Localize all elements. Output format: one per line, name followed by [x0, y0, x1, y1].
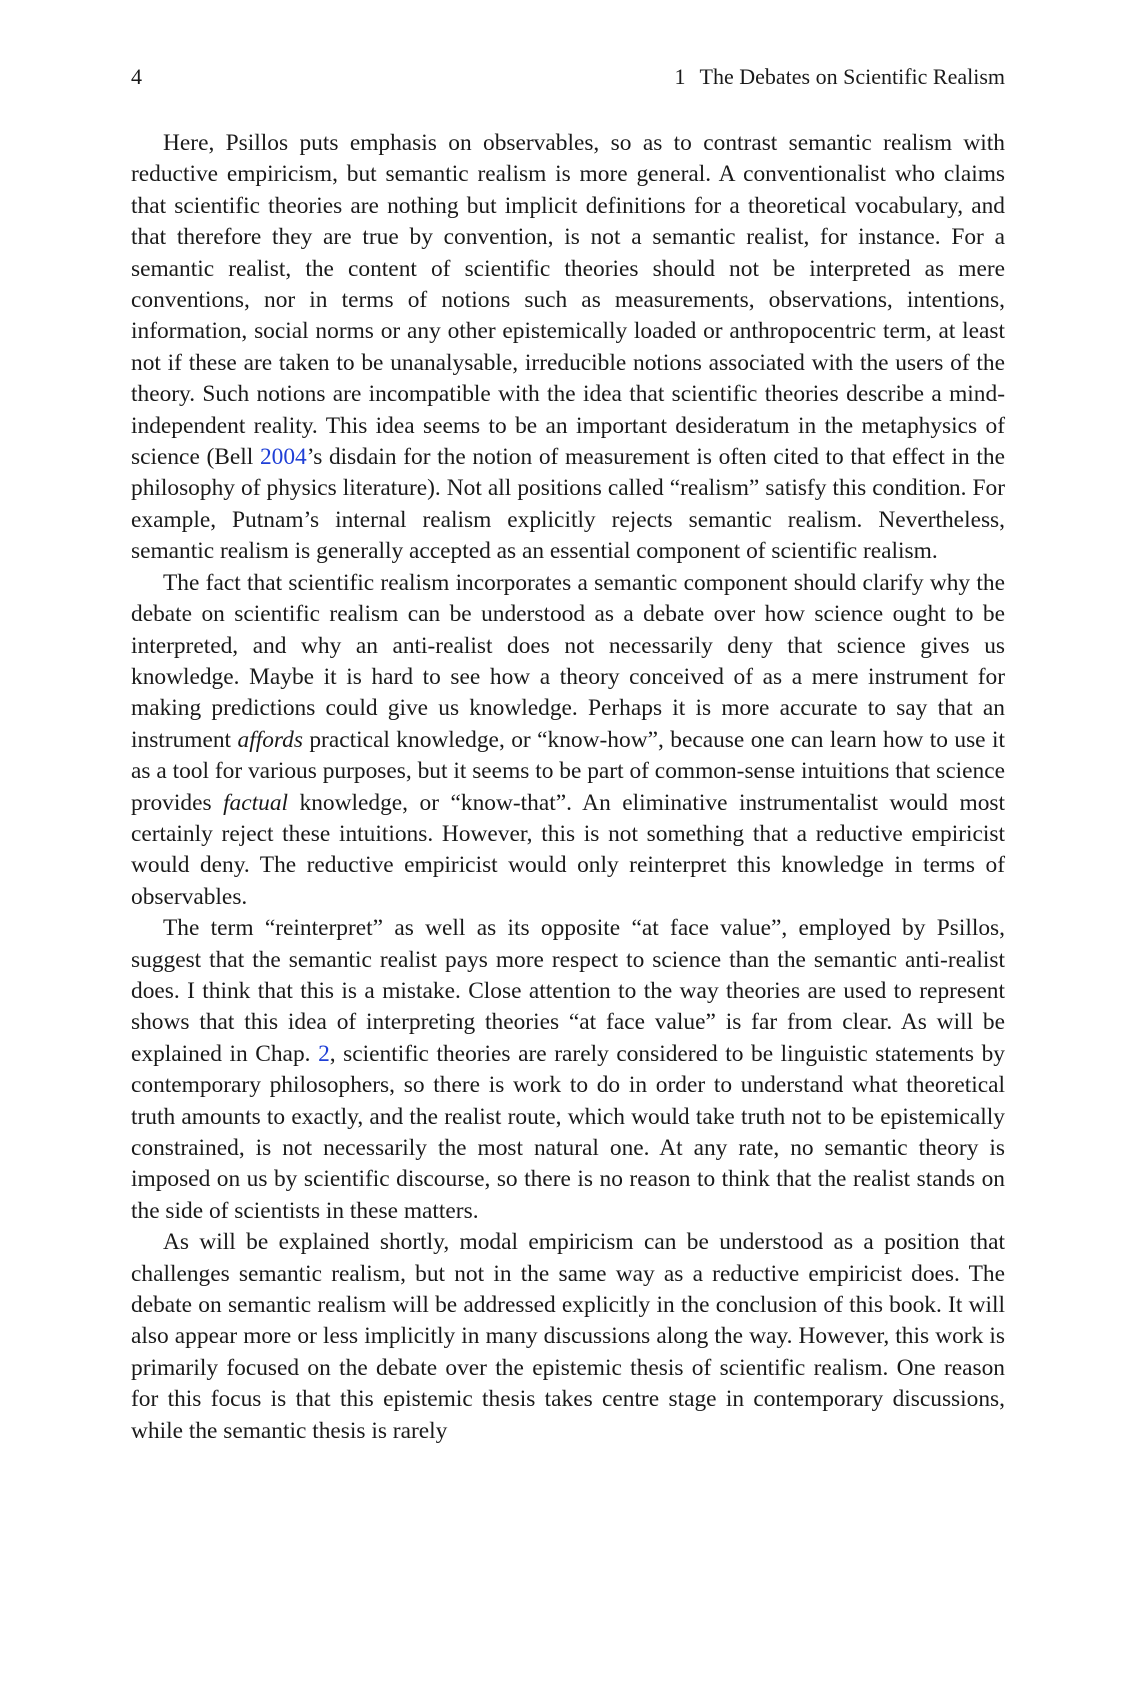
- paragraph-text: As will be explained shortly, modal empiricism can be understood as a position that challenges semantic realism, but not in the same way as a reductive empiricist does. The debate on semantic realism will be addressed explicitly in the conclusion of this book. It will also appear more or less implicitly in many discussions along the way. However, this work is primarily focused on the debate over the epistemic thesis of scientific realism. One reason for this focus is that this epistemic thesis takes centre stage in contemporary discussions, while the semantic thesis is rarely: [131, 1229, 1005, 1444]
- page: [131, 62, 1005, 1447]
- chapter-link-2[interactable]: 2: [318, 1040, 330, 1067]
- emphasis-affords: affords: [237, 726, 303, 753]
- paragraph-1: [131, 128, 1005, 568]
- paragraph-3: [131, 913, 1005, 1227]
- body-text: [131, 128, 1005, 1447]
- paragraph-text: The term “reinterpret” as well as its opposite “at face value”, employed by Psillos, suggest that the semantic realist pays more respect to science than the semantic anti-realist does. I think that this is a mistake. Close attention to the way theories are used to represent shows that this idea of interpreting theories “at face value” is far from clear. As will be explained in Chap.: [131, 915, 1005, 1067]
- paragraph-text: , scientific theories are rarely considered to be linguistic statements by contemporary philosophers, so there is work to do in order to understand what theoretical truth amounts to exactly, and the realist route, which would take truth not to be epistemically constrained, is not necessarily the most natural one. At any rate, no semantic theory is imposed on us by scientific discourse, so there is no reason to think that the realist stands on the side of scientists in these matters.: [131, 1040, 1005, 1224]
- paragraph-text: Here, Psillos puts emphasis on observables, so as to contrast semantic realism with reductive empiricism, but semantic realism is more general. A conventionalist who claims that scientific theories are nothing but implicit definitions for a theoretical vocabulary, and that therefore they are true by convention, is not a semantic realist, for instance. For a semantic realist, the content of scientific theories should not be interpreted as mere conventions, nor in terms of notions such as measurements, observations, intentions, information, social norms or any other epistemically loaded or anthropocentric term, at least not if these are taken to be unanalysable, irreducible notions associated with the users of the theory. Such notions are incompatible with the idea that scientific theories describe a mind-independent reality. This idea seems to be an important desideratum in the metaphysics of science (Bell: [131, 130, 1005, 471]
- paragraph-text: ’s disdain for the notion of measurement is often cited to that effect in the philosophy of physics literature). Not all positions called “realism” satisfy this condition. For example, Putnam’s internal realism explicitly rejects semantic realism. Nevertheless, semantic realism is generally accepted as an essential component of scientific realism.: [131, 444, 1005, 565]
- paragraph-text: practical knowledge, or “know-how”, because one can learn how to use it as a tool for various purposes, but it seems to be part of common-sense intuitions that science provides: [131, 726, 1005, 816]
- running-head: [131, 62, 1005, 92]
- paragraph-text: knowledge, or “know-that”. An eliminative instrumentalist would most certainly reject these intuitions. However, this is not something that a reductive empiricist would deny. The reductive empiricist would only reinterpret this knowledge in terms of observables.: [131, 789, 1005, 910]
- emphasis-factual: factual: [223, 789, 289, 816]
- chapter-heading: [675, 62, 1005, 92]
- paragraph-2: [131, 568, 1005, 913]
- paragraph-text: The fact that scientific realism incorporates a semantic component should clarify why the debate on scientific realism can be understood as a debate over how science ought to be interpreted, and why an anti-realist does not necessarily deny that science gives us knowledge. Maybe it is hard to see how a theory conceived of as a mere instrument for making predictions could give us knowledge. Perhaps it is more accurate to say that an instrument: [131, 569, 1005, 753]
- chapter-title: The Debates on Scientific Realism: [699, 64, 1005, 89]
- citation-link-bell-2004[interactable]: 2004: [259, 444, 307, 471]
- chapter-number: 1: [674, 64, 686, 89]
- paragraph-4: [131, 1227, 1005, 1447]
- page-number: 4: [131, 64, 142, 89]
